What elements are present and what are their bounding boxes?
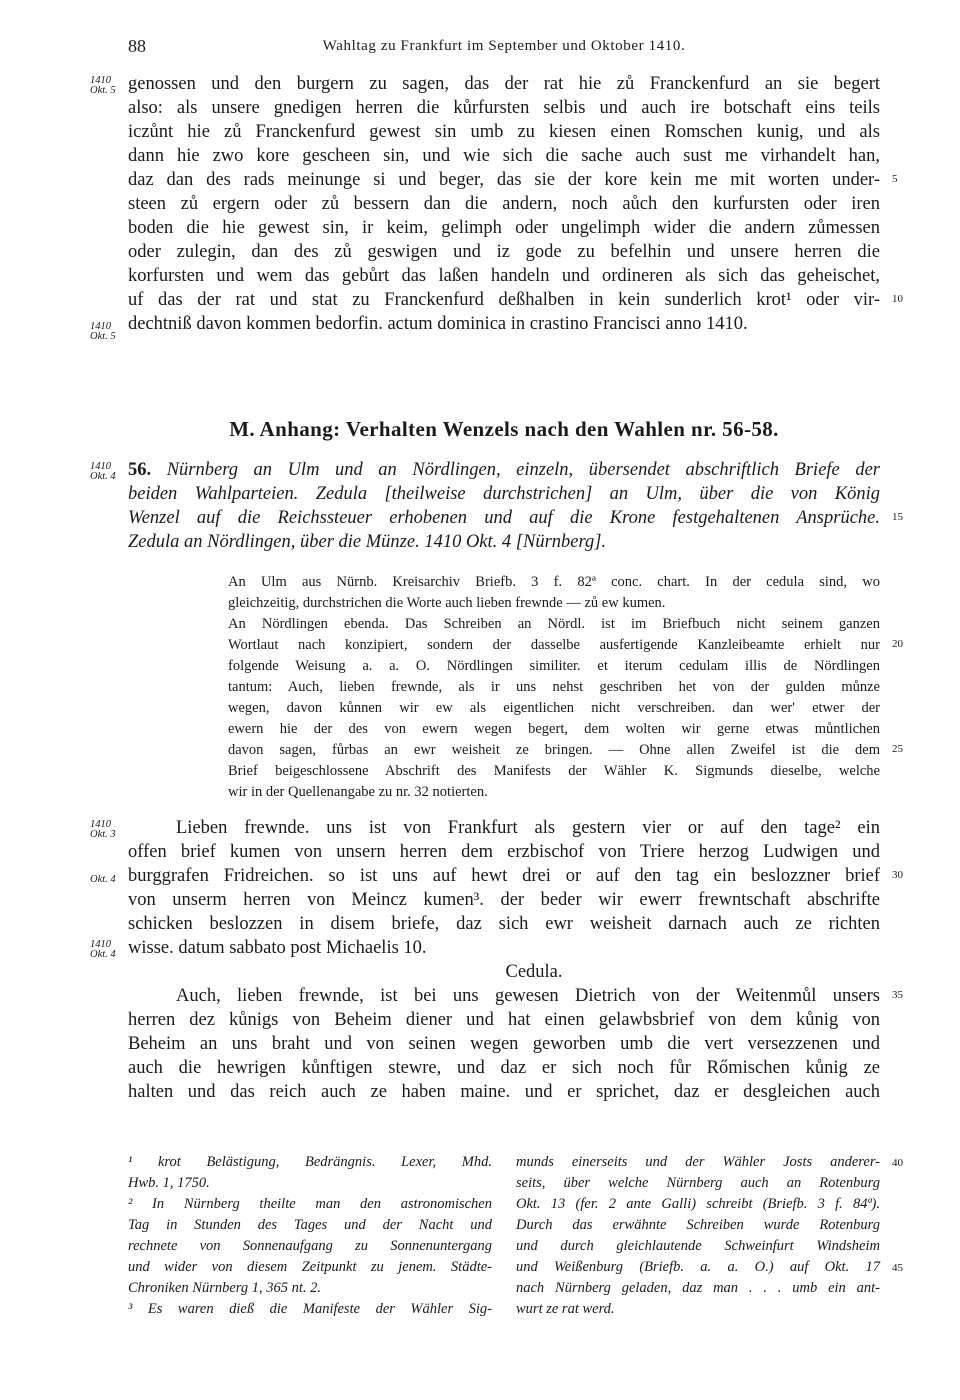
document-regest bbox=[90, 458, 903, 558]
footnote-line: ² In Nürnberg theilte man den astronomischen bbox=[128, 1196, 492, 1212]
regest-line: 56. Nürnberg an Ulm und an Nördlingen, einzeln, übersendet abschriftlich Briefe der bbox=[128, 460, 880, 480]
footnote-line: und Weißenburg (Briefb. a. a. O.) auf Okt. 17 bbox=[516, 1259, 880, 1275]
apparatus-line: wegen, davon kůnnen wir ew als eigentlichen nicht verschreiben. dan wer' etwer der bbox=[228, 700, 880, 716]
regest-line: Zedula an Nördlingen, über die Münze. 1410 Okt. 4 [Nürnberg]. bbox=[128, 532, 607, 552]
footnote-line: ³ Es waren dieß die Manifeste der Wähler Sig- bbox=[128, 1301, 492, 1317]
text-line: boden die hie gewest sin, ir keim, gelimph oder ungelimph wider die andern zůmessen bbox=[128, 218, 880, 238]
apparatus-line: An Nördlingen ebenda. Das Schreiben an Nördl. ist im Briefbuch nicht seinem ganzen bbox=[228, 616, 880, 632]
cedula-heading: Cedula. bbox=[505, 962, 563, 982]
footnote-line: wurt ze rat werd. bbox=[516, 1301, 615, 1317]
letter-line: schicken beslozzen in disem briefe, daz sich ewr weisheit darnach auch ze richten bbox=[128, 914, 880, 934]
line-number: 25 bbox=[892, 743, 903, 755]
apparatus-line: An Ulm aus Nürnb. Kreisarchiv Briefb. 3 f. 82ª conc. chart. In der cedula sind, wo bbox=[228, 574, 880, 590]
document-number: 56. bbox=[128, 460, 152, 480]
page-number: 88 bbox=[128, 36, 146, 56]
continuation-block bbox=[90, 72, 903, 372]
line-number: 10 bbox=[892, 293, 903, 305]
text-line: steen zů ergern oder zů bessern dan die andern, noch aůch den kurfursten oder iren bbox=[128, 194, 880, 214]
footnote-line: ¹ krot Belästigung, Bedrängnis. Lexer, Mhd. bbox=[128, 1154, 492, 1170]
line-number: 35 bbox=[892, 989, 903, 1001]
apparatus-line: tantum: Auch, lieben frewnde, als ir uns nehst geschriben het von der gulden můnze bbox=[228, 679, 880, 695]
apparatus-line: folgende Weisung a. a. O. Nördlingen similiter. et iterum cedulam illis de Nördlingen bbox=[228, 658, 880, 674]
margin-date: Okt. 4 bbox=[90, 874, 116, 885]
letter-line: Lieben frewnde. uns ist von Frankfurt als gestern vier or auf den tage² ein bbox=[176, 818, 880, 838]
apparatus-line: Wortlaut nach konzipiert, sondern der dasselbe ausfertigende Kanzleibeamte erhielt nur bbox=[228, 637, 880, 653]
text-line: iczůnt hie zů Franckenfurd gewest sin umb zu kiesen einen Romschen kunig, und als bbox=[128, 122, 880, 142]
line-number: 30 bbox=[892, 869, 903, 881]
footnote-line: und wider von diesem Zeitpunkt zu jenem. Städte- bbox=[128, 1259, 492, 1275]
footnote-line: Okt. 13 (fer. 2 ante Galli) schreibt (Briefb. 3 f. 84ª). bbox=[516, 1196, 880, 1212]
apparatus-line: davon sagen, fůrbas an ewr weisheit ze bringen. — Ohne allen Zweifel ist die dem bbox=[228, 742, 880, 758]
footnote-line: seits, über welche Nürnberg auch an Rotenburg bbox=[516, 1175, 880, 1191]
cedula-line: herren dez kůnigs von Beheim diener und hat einen gelawbsbrief von dem kůnig von bbox=[128, 1010, 880, 1030]
footnote-line: nach Nürnberg geladen, daz man . . . umb ein ant- bbox=[516, 1280, 880, 1296]
apparatus-line: ewern hie der des von ewern wegen begert, dem wolten wir gerne etwas můntlichen bbox=[228, 721, 880, 737]
text-line: uf das der rat und stat zu Franckenfurd deßhalben in kein sunderlich krot¹ oder vir- bbox=[128, 290, 880, 310]
text-line: genossen und den burgern zu sagen, das der rat hie zů Franckenfurd an sie begert bbox=[128, 74, 880, 94]
letter-line: von unserm herren von Meincz kumen³. der beder wir ewerr frewntschaft abschrifte bbox=[128, 890, 880, 910]
cedula-line: Auch, lieben frewnde, ist bei uns gewesen Dietrich von der Weitenmůl unsers bbox=[176, 986, 880, 1006]
apparatus-block bbox=[128, 572, 903, 812]
cedula-line: halten und das reich auch ze haben maine. und er sprichet, daz er desgleichen auch bbox=[128, 1082, 880, 1102]
letter-line: offen brief kumen von unsern herren dem erzbischof von Triere herzog Ludwigen und bbox=[128, 842, 880, 862]
margin-date: 1410 Okt. 4 bbox=[90, 461, 116, 482]
cedula-line: Beheim an uns braht und von seinen wegen geworben umb die vert versezzenen und bbox=[128, 1034, 880, 1054]
text-line: dechtniß davon kommen bedorfin. actum dominica in crastino Francisci anno 1410. bbox=[128, 314, 748, 334]
section bbox=[128, 414, 880, 444]
regest-line: beiden Wahlparteien. Zedula [theilweise durchstrichen] an Ulm, über die von König bbox=[128, 484, 880, 504]
text-line: daz dan des rads meinunge si und beger, das sie der kore kein me mit worten under- bbox=[128, 170, 880, 190]
text-line: oder zulegin, dan des zů geswigen und iz gode zu befelhin und unsere herren die bbox=[128, 242, 880, 262]
text-line: korfursten und wem das gebůrt das laßen handeln und ordineren als sich das geheischet, bbox=[128, 266, 880, 286]
margin-date: 1410 Okt. 4 bbox=[90, 939, 116, 960]
letter-line: burggrafen Fridreichen. so ist uns auf hewt drei or auf den tag ein beslozzner brief bbox=[128, 866, 880, 886]
apparatus-line: gleichzeitig, durchstrichen die Worte auch lieben frewnde — zů ew kumen. bbox=[228, 595, 666, 611]
footnotes bbox=[128, 1152, 903, 1332]
footnote-line: und durch gleichlautende Schweinfurt Windsheim bbox=[516, 1238, 880, 1254]
line-number: 15 bbox=[892, 511, 903, 523]
footnote-line: Tag in Stunden des Tages und der Nacht und bbox=[128, 1217, 492, 1233]
footnote-line: Hwb. 1, 1750. bbox=[128, 1175, 210, 1191]
apparatus-line: wir in der Quellenangabe zu nr. 32 notierten. bbox=[228, 784, 488, 800]
line-number: 40 bbox=[892, 1157, 903, 1169]
running-head bbox=[128, 36, 880, 58]
margin-date: 1410 Okt. 5 bbox=[90, 75, 116, 96]
letter-line: wisse. datum sabbato post Michaelis 10. bbox=[128, 938, 427, 958]
margin-date: 1410 Okt. 3 bbox=[90, 819, 116, 840]
margin-date: 1410 Okt. 5 bbox=[90, 321, 116, 342]
letter-block bbox=[90, 816, 903, 966]
line-number: 5 bbox=[892, 173, 898, 185]
footnote-line: Chroniken Nürnberg 1, 365 nt. 2. bbox=[128, 1280, 322, 1296]
cedula-block bbox=[128, 960, 903, 1120]
cedula-line: auch die hewrigen kůnftigen stewre, und daz er sich noch fůr Rőmischen kůnig ze bbox=[128, 1058, 880, 1078]
line-number: 20 bbox=[892, 638, 903, 650]
footnote-line: rechnete von Sonnenaufgang zu Sonnenuntergang bbox=[128, 1238, 492, 1254]
footnote-line: Durch das erwähnte Schreiben wurde Rotenburg bbox=[516, 1217, 880, 1233]
running-head-title: Wahltag zu Frankfurt im September und Oktober 1410. bbox=[322, 38, 686, 54]
regest-line: Wenzel auf die Reichssteuer erhobenen und auf die Krone festgehaltenen Ansprüche. bbox=[128, 508, 880, 528]
text-line: also: als unsere gnedigen herren die kůrfursten selbis und auch ire botschaft eins teils bbox=[128, 98, 880, 118]
section-heading: M. Anhang: Verhalten Wenzels nach den Wahlen nr. 56-58. bbox=[229, 417, 779, 441]
line-number: 45 bbox=[892, 1262, 903, 1274]
text-line: dann hie zwo kore gescheen sin, und wie sich die sache auch sust me virhandelt han, bbox=[128, 146, 880, 166]
apparatus-line: Brief beigeschlossene Abschrift des Manifests der Wähler K. Sigmunds dieselbe, welche bbox=[228, 763, 880, 779]
footnote-line: munds einerseits und der Wähler Josts anderer- bbox=[516, 1154, 880, 1170]
